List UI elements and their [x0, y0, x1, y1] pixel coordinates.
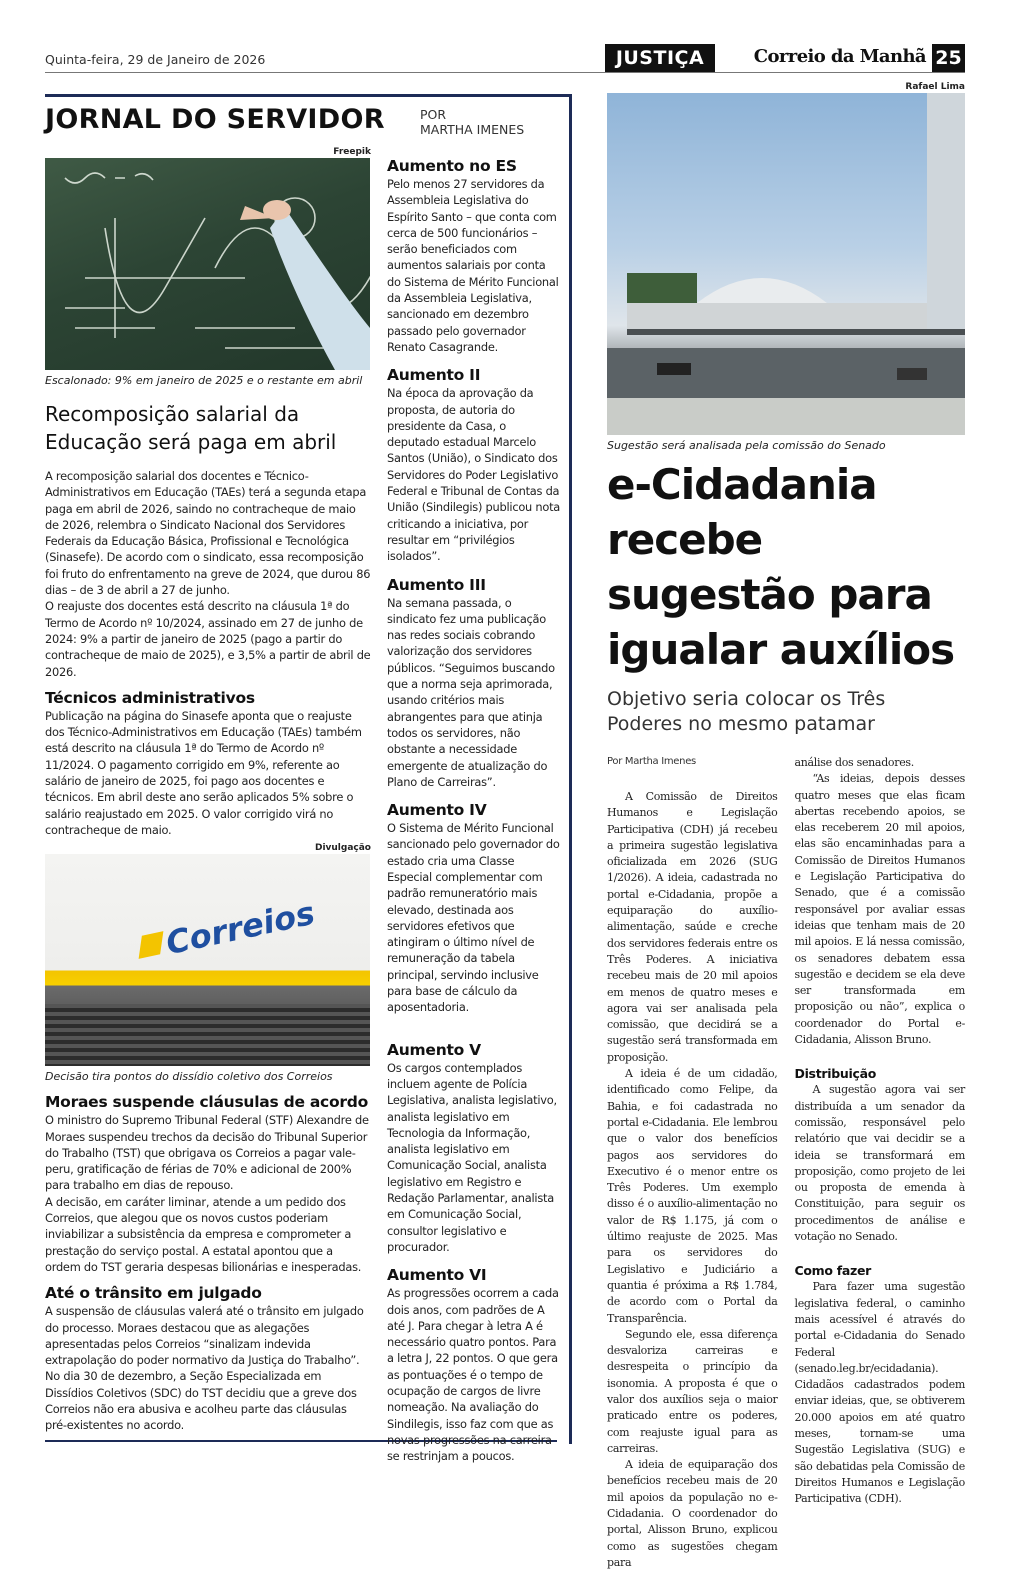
issue-date: Quinta-feira, 29 de Janeiro de 2026	[45, 52, 266, 67]
brief-column	[387, 156, 561, 1464]
brief-text: As progressões ocorrem a cada dois anos, com padrões de A até J. Para chegar à letra A é necessário quatro pontos. Para a letra J, 22 pontos. O que gera as pontuações é o tempo de ocupação de cargos de livre nomeação. Na avaliação do Sindilegis, isso faz com que as novas progressões na carreira se restrinjam a poucos.	[387, 1286, 559, 1464]
brief-text: Na semana passada, o sindicato fez uma publicação nas redes sociais cobrando valorização dos servidores públicos. “Seguimos buscando que a norma seja aprimorada, usando critérios mais abrangentes para que atinja todos os servidores, não obstante a necessidade emergente de atualização do Plano de Carreiras”.	[387, 595, 555, 789]
article-body-col2	[795, 755, 966, 1571]
paragraph: A Comissão de Direitos Humanos e Legislação Participativa (CDH) já recebeu a primeira sugestão legislativa oficializada em 2026 (SUG 1/2026). A ideia, cadastrada no portal e-Cidadania, propõe a equiparação do auxílio-alimentação, saúde e creche dos servidores federais entre os Três Poderes. A iniciativa recebeu mais de 20 mil apoios em menos de quatro meses e agora vai ser analisada pela comissão, que decidirá se a sugestão será transformada em proposição.	[607, 790, 778, 1064]
article-body	[45, 1092, 371, 1433]
subheading: Distribuição	[794, 1066, 876, 1082]
column-byline	[420, 107, 524, 137]
paragraph: “As ideias, depois desses quatro meses que elas ficam abertas recebendo apoios, se elas receberem 20 mil apoios, elas são encaminhadas para a Comissão de Direitos Humanos e Legislação Participativa do Senado, que é a comissão responsável por avaliar essas ideias que tenham mais de 20 mil apoios. E lá nessa comissão, os senadores debatem essa sugestão e decidem se ela deve ser transformada em proposição ou não”, explica o coordenador do Portal e-Cidadania, Alisson Bruno.	[794, 772, 965, 1047]
photo-credit: Rafael Lima	[905, 82, 965, 92]
correios-logo: Correios	[162, 893, 319, 963]
column-top-rule	[45, 94, 572, 97]
shutter-door	[45, 1004, 370, 1066]
article-byline: Por Martha Imenes	[607, 756, 696, 767]
brief-title: Aumento III	[387, 575, 486, 594]
subheading: Até o trânsito em julgado	[45, 1284, 262, 1303]
paragraph: O ministro do Supremo Tribunal Federal (STF) Alexandre de Moraes suspendeu trechos da decisão do Tribunal Superior do Trabalho (TST) que obrigava os Correios a pagar vale-peru, gratificação de férias de 70% e adicional de 200% para trabalho em dias de repouso.	[45, 1113, 369, 1193]
brief-title: Aumento VI	[387, 1266, 487, 1285]
brief-title: Aumento IV	[387, 801, 487, 820]
photo-caption: Sugestão será analisada pela comissão do Senado	[607, 439, 886, 452]
paragraph: A recomposição salarial dos docentes e Técnico-Administrativos em Educação (TAEs) terá a segunda etapa paga em abril de 2026, saindo no contracheque de maio de 2026, relembra o Sindicato Nacional dos Servidores Federais da Educação Básica, Profissional e Tecnológica (Sinasefe). De acordo com o sindicato, essa recomposição foi fruto do enfrentamento na greve de 2024, que durou 86 dias – de 3 de abril a 27 de junho.	[45, 469, 371, 598]
article-body-col1	[607, 755, 778, 1571]
article-body	[45, 468, 371, 838]
photo-credit: Divulgação	[314, 843, 371, 854]
paragraph: A sugestão agora vai ser distribuída a um senador da comissão, responsável pelo relatório que vai decidir se a ideia se transformará em proposição, como projeto de lei ou proposta de emenda à Constituição, para seguir os procedimentos de análise e votação no Senado.	[794, 1083, 965, 1244]
paragraph: Publicação na página do Sinasefe aponta que o reajuste dos Técnico-Administrativos em Educação (TAEs) também está descrito na cláusula 1ª do Termo de Acordo nº 11/2024. O pagamento corrigido em 9%, referente ao salário de janeiro de 2025, foi pago aos docentes e técnicos. Em abril deste ano serão aplicados 5% sobre o salário reajustado em 2025. O valor corrigido virá no contracheque de maio.	[45, 708, 362, 837]
congress-photo	[607, 93, 965, 435]
header-divider	[45, 72, 965, 73]
photo-credit: Freepik	[333, 147, 371, 157]
brief-text: O Sistema de Mérito Funcional sancionado pelo governador do estado cria uma Classe Especial complementar com padrão remuneratório mais elevado, destinada aos servidores efetivos que atingiram o último nível de remuneração da tabela principal, servindo inclusive para base de cálculo da aposentadoria.	[387, 821, 560, 1015]
column-side-rule	[569, 94, 572, 1444]
subheading: Como fazer	[794, 1263, 872, 1279]
article-headline: Recomposição salarial da Educação será paga em abril	[45, 402, 337, 454]
photo-caption: Escalonado: 9% em janeiro de 2025 e o restante em abril	[45, 374, 363, 387]
byline-por: POR	[420, 107, 447, 122]
brief-text: Os cargos contemplados incluem agente de Polícia Legislativa, analista legislativo, analista legislativo em Tecnologia da Informação, analista legislativo em Comunicação Social, analista legislativo em Registro e Redação Parlamentar, analista em Comunicação Social, consultor legislativo e procurador.	[387, 1060, 557, 1254]
paragraph: Segundo ele, essa diferença desvaloriza carreiras e desrespeita o princípio da isonomia. A proposta é que o valor dos auxílios seja o maior praticado entre os poderes, com reajuste igual para as carreiras.	[607, 1327, 778, 1455]
brief-text: Pelo menos 27 servidores da Assembleia Legislativa do Espírito Santo – que conta com cerca de 500 funcionários – serão beneficiados com aumentos salariais por conta do Sistema de Mérito Funcional da Assembleia Legislativa, sancionado em dezembro passado pelo governador Renato Casagrande.	[387, 177, 559, 354]
photo-caption: Decisão tira pontos do dissídio coletivo dos Correios	[45, 1070, 333, 1084]
page-number: 25	[932, 44, 965, 72]
subheading: Moraes suspende cláusulas de acordo	[45, 1093, 369, 1112]
paragraph: análise dos senadores.	[794, 756, 914, 769]
paragraph: A suspensão de cláusulas valerá até o trânsito em julgado do processo. Moraes destacou que as alegações apresentadas pelos Correios “sinalizam indevida extrapolação do poder normativo da Justiça do Trabalho”. No dia 30 de dezembro, a Seção Especializada em Dissídios Coletivos (SDC) do TST decidiu que a greve dos Correios não era abusiva e acolheu parte das cláusulas pré-existentes no acordo.	[45, 1304, 364, 1433]
paragraph: A ideia é de um cidadão, identificado como Felipe, da Bahia, e foi cadastrada no portal e-Cidadania. Ele lembrou que o valor dos benefícios pagos aos servidores do Executivo é o menor entre os Três Poderes. Um exemplo disso é o auxílio-alimentação no valor de R$ 1.175, já com o último reajuste de 2025. Mas para os servidores do Legislativo e Judiciário a quantia é próxima a R$ 1.784, de acordo com o Portal da Transparência.	[607, 1067, 778, 1325]
brief-title: Aumento no ES	[387, 157, 517, 175]
article-body-row	[607, 755, 965, 1571]
paragraph: Para fazer uma sugestão legislativa federal, o caminho mais acessível é através do portal e-Cidadania do Senado Federal (senado.leg.br/ecidadania). Cidadãos cadastrados podem enviar ideias, que, se obtiverem 20.000 apoios em até quatro meses, tornam-se uma Sugestão Legislativa (SUG) e são debatidas pela Comissão de Direitos Humanos e Legislação Participativa (CDH).	[794, 1280, 965, 1506]
brief-title: Aumento II	[387, 366, 481, 385]
left-column	[45, 146, 371, 1434]
paragraph: O reajuste dos docentes está descrito na cláusula 1ª do Termo de Acordo nº 10/2024, assinado em 27 de junho de 2024: 9% a partir de janeiro de 2025 (pago a partir do contracheque de maio de 2025), e 3,5% a partir de abril de 2026.	[45, 599, 371, 679]
congress-building	[607, 93, 965, 435]
article-subheadline: Objetivo seria colocar os Três Poderes no mesmo patamar	[607, 688, 886, 735]
brief-title: Aumento V	[387, 1040, 481, 1059]
chalkboard-photo	[45, 158, 370, 370]
byline-author: MARTHA IMENES	[420, 122, 525, 137]
column-title: JORNAL DO SERVIDOR	[45, 104, 385, 135]
paragraph: A decisão, em caráter liminar, atende a um pedido dos Correios, que alegou que os novos custos poderiam inviabilizar a subsistência da empresa e comprometer a prestação do serviço postal. A estatal apontou que a ordem do TST geraria despesas bilionárias e inesperadas.	[45, 1194, 362, 1274]
newspaper-logo: Correio da Manhã	[753, 46, 926, 67]
section-label: JUSTIÇA	[605, 44, 715, 72]
chalkboard-drawing	[45, 158, 370, 370]
right-article	[607, 81, 965, 1571]
subheading: Técnicos administrativos	[45, 688, 255, 707]
paragraph: A ideia de equiparação dos benefícios recebeu mais de 20 mil apoios da população no e-Cidadania. O coordenador do portal, Alisson Bruno, explicou como as sugestões chegam para	[607, 1458, 778, 1569]
brief-text: Na época da aprovação da proposta, de autoria do presidente da Casa, o deputado estadual Marcelo Santos (União), o Sindicato dos Servidores do Poder Legislativo Federal e Tribunal de Contas da União (Sindilegis) publicou nota criticando a iniciativa, por resultar em “privilégios isolados”.	[387, 386, 561, 564]
article-headline: e-Cidadania recebe sugestão para igualar auxílios	[607, 460, 955, 674]
correios-photo	[45, 854, 370, 1066]
correios-logo-mark	[139, 931, 164, 959]
